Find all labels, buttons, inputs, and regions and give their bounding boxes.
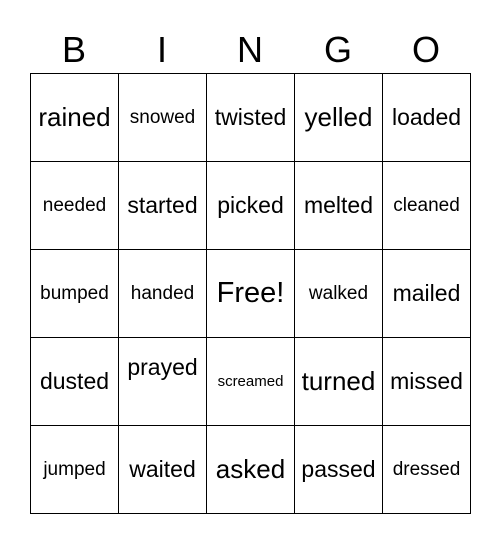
bingo-cell: bumped [31,250,119,338]
header-letter-n: N [237,29,263,70]
bingo-cell: mailed [383,250,471,338]
bingo-cell: walked [295,250,383,338]
header-letter-i: I [156,29,167,70]
bingo-cell: passed [295,426,383,514]
bingo-cell: turned [295,338,383,426]
bingo-cell: handed [119,250,207,338]
bingo-row [31,162,471,250]
bingo-cell: yelled [295,74,383,162]
header-letter-b: B [61,29,86,70]
bingo-cell: screamed [207,338,295,426]
bingo-cell: dusted [31,338,119,426]
bingo-cell: missed [383,338,471,426]
bingo-cell: twisted [207,74,295,162]
bingo-cell: dressed [383,426,471,514]
bingo-cell: loaded [383,74,471,162]
bingo-cell: snowed [119,74,207,162]
bingo-cell: rained [31,74,119,162]
bingo-row [31,74,471,162]
bingo-row [31,338,471,426]
bingo-cell: cleaned [383,162,471,250]
bingo-cell: started [119,162,207,250]
free-space-cell: Free! [207,250,295,338]
bingo-cell: picked [207,162,295,250]
bingo-cell-text: prayed [127,354,198,380]
bingo-cell: jumped [31,426,119,514]
bingo-cell [119,338,207,426]
bingo-cell: needed [31,162,119,250]
header-letter-o: O [411,29,440,70]
bingo-header [30,28,471,72]
bingo-card-grid [30,73,471,514]
header-letter-g: G [323,29,352,70]
bingo-row [31,250,471,338]
bingo-cell: asked [207,426,295,514]
bingo-row [31,426,471,514]
bingo-cell: waited [119,426,207,514]
bingo-cell: melted [295,162,383,250]
